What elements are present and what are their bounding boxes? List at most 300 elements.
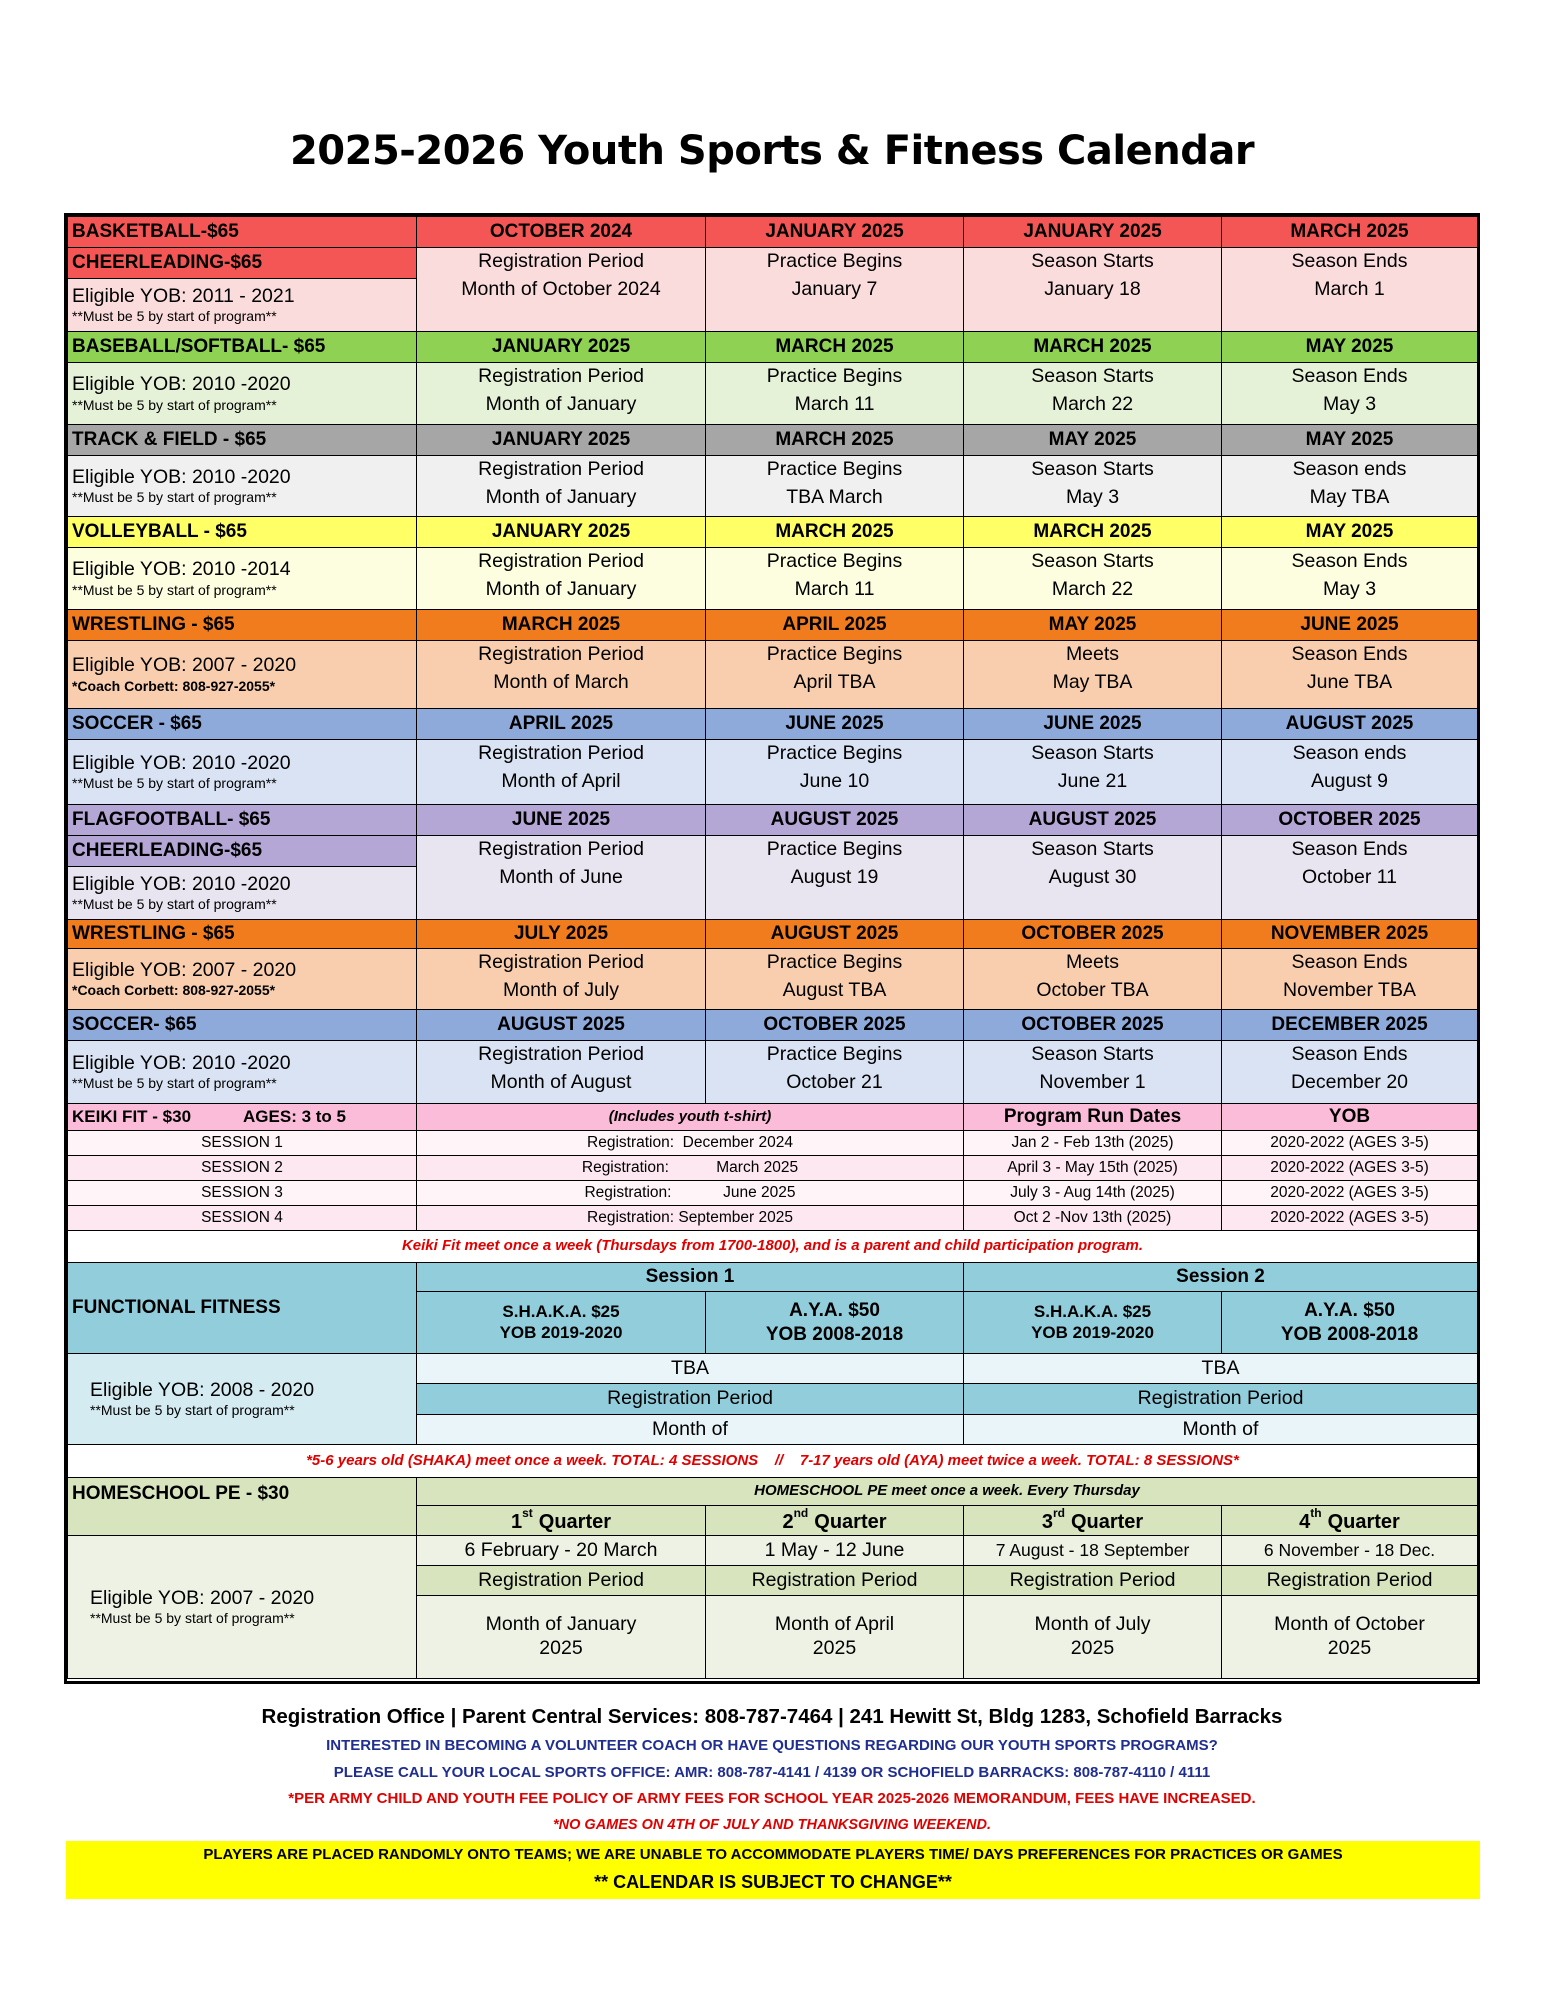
eligible-yob: Eligible YOB: 2007 - 2020 (72, 958, 297, 981)
baseball-month-1 (416, 331, 706, 363)
month-header: JANUARY 2025 (765, 221, 904, 243)
event-date: Month of April (501, 769, 621, 792)
registration-label: Registration Period (1009, 1568, 1176, 1591)
basketball-eligibility (67, 278, 417, 332)
run-dates-header: Program Run Dates (1003, 1106, 1182, 1128)
quarter-suffix: st (522, 1506, 533, 1520)
event-date: March 22 (1051, 577, 1134, 600)
track-eligibility (67, 455, 417, 517)
flag-month-4 (1221, 804, 1478, 836)
event-label: Practice Begins (766, 742, 903, 764)
month-header: JANUARY 2025 (491, 521, 631, 543)
flag-name2: CHEERLEADING-$65 (67, 835, 417, 867)
baseball-detail-1 (416, 362, 706, 425)
track-detail-4 (1221, 455, 1478, 517)
homeschool-dates (1221, 1535, 1478, 1566)
event-label: Season Starts (1031, 250, 1154, 272)
soccer2-detail-3 (963, 1040, 1222, 1104)
eligible-yob: Eligible YOB: 2010 -2020 (72, 465, 291, 488)
month-header: OCTOBER 2024 (489, 221, 633, 243)
basketball-month-3 (963, 216, 1222, 248)
soccer2-month-4 (1221, 1009, 1478, 1041)
flag-month-1 (416, 804, 706, 836)
homeschool-quarter-4 (1221, 1505, 1478, 1536)
registration-month: Month of January (485, 1613, 637, 1636)
month-header: JANUARY 2025 (491, 336, 631, 358)
soccer1-month-2 (705, 708, 964, 740)
event-label: Meets (1065, 951, 1120, 973)
quarter-number: 1 (510, 1510, 523, 1533)
keiki-note: Keiki Fit meet once a week (Thursdays from 1700-1800), and is a parent and child participation program. (401, 1237, 1144, 1255)
event-label: Season ends (1292, 458, 1407, 480)
keiki-shirt-note: (Includes youth t-shirt) (608, 1107, 772, 1125)
functional-session2-header (963, 1262, 1478, 1292)
month-header: JUNE 2025 (1043, 713, 1142, 735)
functional-reg-1 (416, 1383, 964, 1415)
wrestling2-detail-3 (963, 948, 1222, 1010)
event-date: May 3 (1065, 485, 1120, 508)
flag-detail-2 (705, 835, 964, 920)
functional-tba-1 (416, 1353, 964, 1384)
eligibility-note: **Must be 5 by start of program** (90, 1402, 295, 1419)
wrestling2-detail-2 (705, 948, 964, 1010)
keiki-session-label (67, 1180, 417, 1206)
soccer1-month-4 (1221, 708, 1478, 740)
event-date: Month of March (493, 670, 629, 693)
footer-random-teams: PLAYERS ARE PLACED RANDOMLY ONTO TEAMS; WE ARE UNABLE TO ACCOMMODATE PLAYERS TIME/ DAYS PREFERENCES FOR PRACTICES OR GAMES (203, 1846, 1343, 1863)
volleyball-detail-3 (963, 547, 1222, 610)
footer-call: PLEASE CALL YOUR LOCAL SPORTS OFFICE: AMR: 808-787-4141 / 4139 OR SCHOFIELD BARRACKS: 808-787-4110 / 4111 (333, 1764, 1211, 1781)
eligibility-note: **Must be 5 by start of program** (72, 308, 277, 325)
month-header: OCTOBER 2025 (763, 1014, 906, 1036)
event-label: Season Ends (1291, 550, 1408, 572)
wrestling2-eligibility (67, 948, 417, 1010)
quarter-number: 2 (782, 1510, 794, 1533)
event-date: January 7 (791, 277, 878, 300)
keiki-session-yob (1221, 1205, 1478, 1231)
soccer2-detail-4 (1221, 1040, 1478, 1104)
tba-text: TBA (1201, 1356, 1240, 1379)
shaka-price: S.H.A.K.A. $25 (502, 1301, 620, 1321)
eligible-yob: Eligible YOB: 2010 -2020 (72, 1051, 291, 1074)
functional-footnote: *5-6 years old (SHAKA) meet once a week. TOTAL: 4 SESSIONS // 7-17 years old (AYA) meet twice a week. TOTAL: 8 SESSIONS* (306, 1451, 1239, 1469)
event-date: May TBA (1309, 485, 1390, 508)
event-label: Practice Begins (766, 250, 903, 272)
session-label: SESSION 4 (201, 1208, 283, 1226)
soccer1-month-1 (416, 708, 706, 740)
event-date: December 20 (1290, 1070, 1409, 1093)
keiki-session-yob (1221, 1155, 1478, 1181)
footer-fee: *PER ARMY CHILD AND YOUTH FEE POLICY OF ARMY FEES FOR SCHOOL YEAR 2025-2026 MEMORANDUM, FEES HAVE INCREASED. (288, 1790, 1256, 1807)
event-date: October 11 (1301, 865, 1398, 888)
keiki-session-label (67, 1155, 417, 1181)
eligibility-note: **Must be 5 by start of program** (72, 581, 277, 598)
month-of-label: Month of (652, 1417, 728, 1440)
flag-detail-1 (416, 835, 706, 920)
session-yob: 2020-2022 (AGES 3-5) (1270, 1133, 1429, 1151)
session-registration: Registration: December 2024 (587, 1133, 793, 1151)
wrestling2-name: WRESTLING - $65 (67, 919, 417, 949)
aya-price: A.Y.A. $50 (789, 1300, 880, 1322)
registration-year: 2025 (539, 1637, 583, 1659)
eligible-yob: Eligible YOB: 2011 - 2021 (72, 284, 295, 307)
registration-year: 2025 (812, 1637, 857, 1659)
wrestling1-detail-4 (1221, 640, 1478, 709)
event-label: Practice Begins (766, 1043, 903, 1065)
session-registration: Registration: June 2025 (584, 1183, 796, 1201)
functional-note-row (67, 1444, 1478, 1478)
registration-month: Month of April (774, 1613, 895, 1636)
baseball-detail-4 (1221, 362, 1478, 425)
aya-yob: YOB 2008-2018 (765, 1323, 904, 1345)
event-label: Practice Begins (766, 838, 903, 860)
homeschool-month (963, 1595, 1222, 1679)
month-header: MAY 2025 (1305, 336, 1394, 358)
wrestling2-month-3 (963, 919, 1222, 949)
session-run-dates: Oct 2 -Nov 13th (2025) (1013, 1208, 1172, 1226)
event-date: March 11 (794, 577, 875, 600)
keiki-session-yob (1221, 1130, 1478, 1156)
event-label: Season Ends (1291, 365, 1408, 387)
keiki-note-row (67, 1230, 1478, 1263)
event-date: January 18 (1044, 277, 1141, 300)
soccer2-name: SOCCER- $65 (67, 1009, 417, 1041)
eligible-yob: Eligible YOB: 2010 -2020 (72, 373, 291, 396)
quarter-suffix: nd (793, 1506, 809, 1520)
month-header: AUGUST 2025 (1285, 713, 1414, 735)
event-date: June 21 (1057, 769, 1128, 792)
soccer2-eligibility (67, 1040, 417, 1104)
month-header: OCTOBER 2025 (1021, 1014, 1164, 1036)
volleyball-month-4 (1221, 516, 1478, 548)
event-label: Registration Period (478, 458, 644, 480)
keiki-title: KEIKI FIT - $30 (72, 1106, 192, 1126)
flag-name: FLAGFOOTBALL- $65 (67, 804, 417, 836)
homeschool-dates (705, 1535, 964, 1566)
session-label: SESSION 2 (201, 1158, 283, 1176)
footer-volunteer: INTERESTED IN BECOMING A VOLUNTEER COACH OR HAVE QUESTIONS REGARDING OUR YOUTH SPORTS PROGRAMS? (326, 1737, 1218, 1754)
event-label: Registration Period (478, 1043, 644, 1065)
session-yob: 2020-2022 (AGES 3-5) (1270, 1158, 1429, 1176)
calendar-table (64, 213, 1480, 1684)
footer-office: Registration Office | Parent Central Services: 808-787-7464 | 241 Hewitt St, Bldg 1283, Schofield Barracks (261, 1705, 1283, 1728)
keiki-session-label (67, 1130, 417, 1156)
event-date: March 22 (1051, 392, 1134, 415)
event-label: Practice Begins (766, 951, 903, 973)
session-yob: 2020-2022 (AGES 3-5) (1270, 1208, 1429, 1226)
eligibility-note: **Must be 5 by start of program** (72, 396, 277, 413)
registration-month: Month of July (1034, 1613, 1151, 1636)
eligibility-note: **Must be 5 by start of program** (72, 1075, 277, 1092)
shaka-yob: YOB 2019-2020 (499, 1322, 623, 1342)
quarter-word: Quarter (538, 1510, 612, 1533)
keiki-run-header (963, 1103, 1222, 1131)
homeschool-month (416, 1595, 706, 1679)
quarter-suffix: rd (1052, 1506, 1065, 1520)
session-yob: 2020-2022 (AGES 3-5) (1270, 1183, 1429, 1201)
basketball-month-4 (1221, 216, 1478, 248)
wrestling2-detail-4 (1221, 948, 1478, 1010)
event-label: Registration Period (478, 742, 644, 764)
volleyball-detail-1 (416, 547, 706, 610)
quarter-dates: 6 February - 20 March (464, 1538, 658, 1561)
homeschool-quarter-1 (416, 1505, 706, 1536)
keiki-session-yob (1221, 1180, 1478, 1206)
keiki-shirt (416, 1103, 964, 1131)
baseball-detail-3 (963, 362, 1222, 425)
shaka-yob: YOB 2019-2020 (1031, 1322, 1154, 1342)
baseball-name: BASEBALL/SOFTBALL- $65 (67, 331, 417, 363)
session-header: Session 1 (645, 1266, 735, 1288)
event-label: Season Starts (1031, 458, 1154, 480)
track-detail-1 (416, 455, 706, 517)
event-label: Practice Begins (766, 365, 903, 387)
session-run-dates: April 3 - May 15th (2025) (1007, 1158, 1178, 1176)
soccer2-month-1 (416, 1009, 706, 1041)
wrestling1-month-2 (705, 609, 964, 641)
basketball-detail-1 (416, 247, 706, 332)
quarter-number: 4 (1299, 1510, 1311, 1533)
event-date: Month of October 2024 (461, 277, 661, 300)
footer-subject-to-change: ** CALENDAR IS SUBJECT TO CHANGE** (594, 1872, 952, 1892)
volleyball-detail-4 (1221, 547, 1478, 610)
keiki-name (67, 1103, 417, 1131)
page-title: 2025-2026 Youth Sports & Fitness Calendar (289, 128, 1255, 174)
month-header: OCTOBER 2025 (1021, 923, 1164, 945)
quarter-number: 3 (1041, 1510, 1053, 1533)
event-date: November TBA (1283, 978, 1416, 1001)
event-label: Season Ends (1291, 838, 1408, 860)
event-label: Registration Period (478, 643, 644, 665)
event-date: May TBA (1052, 670, 1133, 693)
volleyball-eligibility (67, 547, 417, 610)
event-label: Season Starts (1031, 365, 1154, 387)
volleyball-month-1 (416, 516, 706, 548)
event-label: Season Ends (1291, 1043, 1408, 1065)
session-label: SESSION 1 (201, 1133, 283, 1151)
event-date: Month of June (499, 865, 623, 888)
keiki-session-run (963, 1155, 1222, 1181)
event-date: Month of July (503, 978, 619, 1001)
keiki-yob-header (1221, 1103, 1478, 1131)
functional-aya-cell (1221, 1291, 1478, 1354)
functional-shaka-cell (416, 1291, 706, 1354)
month-header: MAY 2025 (1048, 614, 1137, 636)
event-label: Season Ends (1291, 250, 1408, 272)
event-label: Season Starts (1031, 1043, 1154, 1065)
wrestling1-month-4 (1221, 609, 1478, 641)
soccer1-name: SOCCER - $65 (67, 708, 417, 740)
month-header: JANUARY 2025 (1023, 221, 1162, 243)
track-month-2 (705, 424, 964, 456)
registration-month: Month of October (1274, 1613, 1425, 1636)
footer-highlight-box (66, 1841, 1480, 1899)
month-header: MARCH 2025 (501, 614, 621, 636)
keiki-session-label (67, 1205, 417, 1231)
month-header: JUNE 2025 (511, 809, 611, 831)
homeschool-quarter-3 (963, 1505, 1222, 1536)
event-label: Season Starts (1031, 550, 1154, 572)
month-header: MARCH 2025 (1033, 521, 1152, 543)
soccer1-eligibility (67, 739, 417, 805)
event-date: October TBA (1036, 978, 1149, 1001)
flag-detail-3 (963, 835, 1222, 920)
aya-yob: YOB 2008-2018 (1280, 1323, 1419, 1345)
quarter-word: Quarter (814, 1510, 887, 1533)
session-run-dates: July 3 - Aug 14th (2025) (1010, 1183, 1175, 1201)
homeschool-reg (705, 1565, 964, 1596)
event-label: Registration Period (478, 250, 644, 272)
event-date: March 11 (794, 392, 875, 415)
event-label: Season Ends (1291, 951, 1408, 973)
month-header: JUNE 2025 (785, 713, 884, 735)
eligibility-note: **Must be 5 by start of program** (72, 775, 277, 792)
wrestling1-eligibility (67, 640, 417, 709)
event-label: Practice Begins (766, 550, 903, 572)
event-date: Month of January (485, 392, 637, 415)
quarter-word: Quarter (1070, 1510, 1144, 1533)
event-date: May 3 (1322, 577, 1377, 600)
baseball-detail-2 (705, 362, 964, 425)
event-label: Registration Period (478, 550, 644, 572)
homeschool-dates (416, 1535, 706, 1566)
basketball-name2: CHEERLEADING-$65 (67, 247, 417, 279)
keiki-session-registration (416, 1130, 964, 1156)
flag-month-2 (705, 804, 964, 836)
keiki-session-run (963, 1205, 1222, 1231)
soccer1-detail-4 (1221, 739, 1478, 805)
registration-year: 2025 (1070, 1637, 1115, 1659)
footer-no-games: *NO GAMES ON 4TH OF JULY AND THANKSGIVING WEEKEND. (553, 1817, 991, 1833)
month-header: JUNE 2025 (1300, 614, 1399, 636)
shaka-price: S.H.A.K.A. $25 (1033, 1301, 1152, 1321)
wrestling2-month-1 (416, 919, 706, 949)
wrestling1-detail-3 (963, 640, 1222, 709)
eligibility-note: *Coach Corbett: 808-927-2055* (72, 677, 276, 694)
volleyball-name: VOLLEYBALL - $65 (67, 516, 417, 548)
registration-label: Registration Period (478, 1568, 644, 1591)
track-month-1 (416, 424, 706, 456)
baseball-eligibility (67, 362, 417, 425)
wrestling2-detail-1 (416, 948, 706, 1010)
month-header: DECEMBER 2025 (1271, 1014, 1428, 1036)
quarter-dates: 7 August - 18 September (995, 1539, 1190, 1560)
keiki-session-registration (416, 1205, 964, 1231)
event-label: Meets (1065, 643, 1120, 665)
month-header: JULY 2025 (513, 923, 609, 945)
eligibility-note: **Must be 5 by start of program** (90, 1610, 295, 1627)
basketball-month-2 (705, 216, 964, 248)
soccer1-month-3 (963, 708, 1222, 740)
homeschool-reg (416, 1565, 706, 1596)
soccer1-detail-3 (963, 739, 1222, 805)
registration-label: Registration Period (607, 1387, 773, 1410)
event-date: Month of August (490, 1070, 632, 1093)
functional-tba-2 (963, 1353, 1478, 1384)
wrestling1-detail-2 (705, 640, 964, 709)
session-run-dates: Jan 2 - Feb 13th (2025) (1011, 1133, 1174, 1151)
month-header: MARCH 2025 (1290, 221, 1409, 243)
keiki-ages: AGES: 3 to 5 (243, 1106, 346, 1126)
volleyball-month-3 (963, 516, 1222, 548)
aya-price: A.Y.A. $50 (1304, 1300, 1395, 1322)
eligibility-note: **Must be 5 by start of program** (72, 896, 277, 913)
track-detail-2 (705, 455, 964, 517)
volleyball-month-2 (705, 516, 964, 548)
eligible-yob: Eligible YOB: 2010 -2020 (72, 872, 291, 895)
basketball-detail-2 (705, 247, 964, 332)
wrestling1-name: WRESTLING - $65 (67, 609, 417, 641)
keiki-session-registration (416, 1180, 964, 1206)
event-label: Season ends (1292, 742, 1407, 764)
month-header: AUGUST 2025 (497, 1014, 625, 1036)
session-header: Session 2 (1176, 1266, 1265, 1288)
soccer2-month-2 (705, 1009, 964, 1041)
functional-aya-cell (705, 1291, 964, 1354)
quarter-dates: 1 May - 12 June (764, 1538, 905, 1561)
event-label: Season Starts (1031, 838, 1154, 860)
month-header: APRIL 2025 (508, 713, 614, 735)
event-date: June 10 (799, 769, 870, 792)
homeschool-reg (963, 1565, 1222, 1596)
functional-shaka-cell (963, 1291, 1222, 1354)
keiki-session-run (963, 1130, 1222, 1156)
event-date: June TBA (1306, 670, 1393, 693)
month-header: AUGUST 2025 (1028, 809, 1157, 831)
homeschool-dates (963, 1535, 1222, 1566)
month-header: MARCH 2025 (1033, 336, 1152, 358)
baseball-month-3 (963, 331, 1222, 363)
event-date: Month of January (485, 577, 637, 600)
eligible-yob: Eligible YOB: 2007 - 2020 (72, 654, 297, 677)
homeschool-header (416, 1477, 1478, 1506)
event-date: October 21 (786, 1070, 883, 1093)
event-label: Season Starts (1031, 742, 1154, 764)
wrestling1-month-3 (963, 609, 1222, 641)
soccer1-detail-1 (416, 739, 706, 805)
flag-eligibility (67, 866, 417, 920)
month-header: APRIL 2025 (782, 614, 887, 636)
functional-title: FUNCTIONAL FITNESS (72, 1297, 281, 1319)
homeschool-note: HOMESCHOOL PE meet once a week. Every Thursday (754, 1482, 1140, 1500)
month-header: NOVEMBER 2025 (1270, 923, 1429, 945)
event-label: Season Ends (1291, 643, 1408, 665)
keiki-session-registration (416, 1155, 964, 1181)
eligible-yob: Eligible YOB: 2007 - 2020 (90, 1586, 315, 1609)
soccer2-detail-2 (705, 1040, 964, 1104)
session-label: SESSION 3 (201, 1183, 283, 1201)
event-date: May 3 (1322, 392, 1377, 415)
eligible-yob: Eligible YOB: 2010 -2014 (72, 558, 291, 581)
registration-label: Registration Period (1137, 1387, 1304, 1410)
event-date: TBA March (786, 485, 883, 508)
event-label: Registration Period (478, 838, 644, 860)
event-date: August 30 (1048, 865, 1137, 888)
functional-month-2 (963, 1414, 1478, 1445)
event-date: August 19 (790, 865, 879, 888)
event-label: Practice Begins (766, 458, 903, 480)
session-registration: Registration: September 2025 (587, 1208, 793, 1226)
month-header: MARCH 2025 (775, 521, 894, 543)
month-header: MAY 2025 (1048, 429, 1137, 451)
eligible-yob: Eligible YOB: 2008 - 2020 (90, 1378, 315, 1401)
quarter-suffix: th (1310, 1506, 1322, 1520)
quarter-dates: 6 November - 18 Dec. (1263, 1539, 1436, 1560)
flag-detail-4 (1221, 835, 1478, 920)
event-date: March 1 (1314, 277, 1385, 300)
keiki-session-run (963, 1180, 1222, 1206)
month-header: MARCH 2025 (775, 336, 894, 358)
